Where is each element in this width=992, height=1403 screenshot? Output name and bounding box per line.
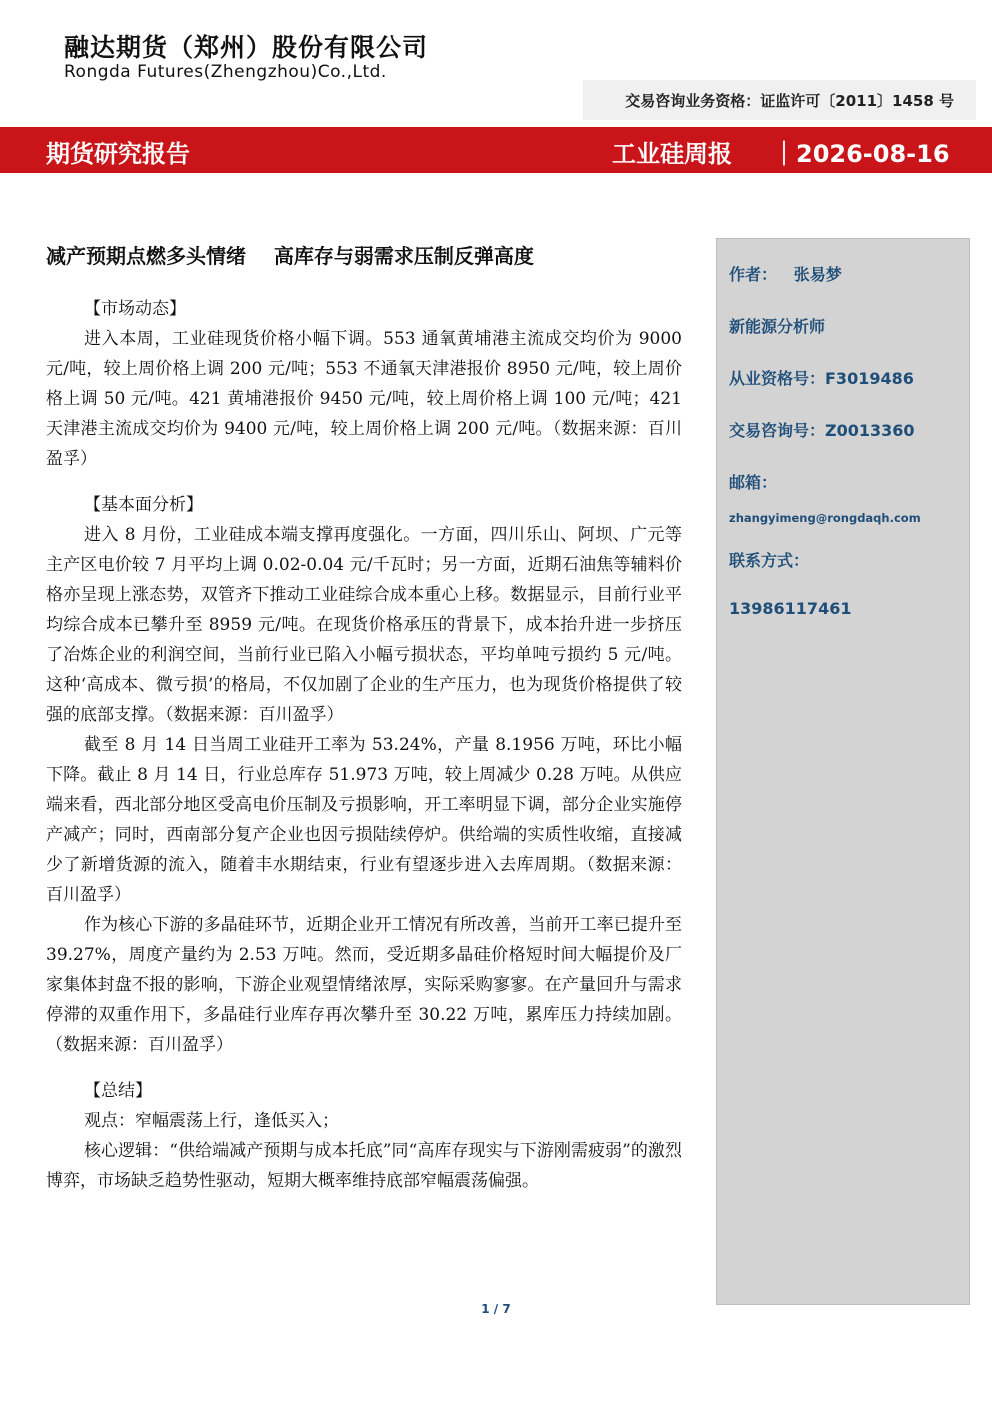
email-label: 邮箱： [729, 473, 778, 492]
section-heading-fundamentals: 【基本面分析】 [84, 495, 203, 515]
author-name: 作者： 张易梦 [729, 265, 842, 284]
paragraph-view: 观点：窄幅震荡上行，逢低买入； [84, 1111, 339, 1131]
contact-label: 联系方式： [729, 551, 810, 570]
qualification-text: 交易咨询业务资格：证监许可〔2011〕1458 号 [625, 92, 954, 110]
section-heading-summary: 【总结】 [84, 1081, 152, 1101]
banner-report-type: 期货研究报告 [46, 140, 190, 168]
banner-report-date: ｜2026-08-16 [772, 140, 950, 168]
article-title: 减产预期点燃多头情绪 高库存与弱需求压制反弹高度 [46, 244, 534, 268]
license-number: 从业资格号：F3019486 [729, 369, 914, 388]
email-link[interactable]: zhangyimeng@rongdaqh.com [729, 511, 921, 525]
paragraph-demand: 作为核心下游的多晶硅环节，近期企业开工情况有所改善，当前开工率已提升至 39.27%，周度产量约为 2.53 万吨。然而，受近期多晶硅价格短时间大幅提价及厂家集体封盘不报的影响，下游企业观望情绪浓厚，实际采购寥寥。在产量回升与需求停滞的双重作用下，多晶硅行业库存再次攀升至 30.22 万吨，累库压力持续加剧。（数据来源：百川盈孚） [46, 915, 682, 1055]
paragraph-supply: 截至 8 月 14 日当周工业硅开工率为 53.24%，产量 8.1956 万吨，环比小幅下降。截止 8 月 14 日，行业总库存 51.973 万吨，较上周减少 0.28 万吨。从供应端来看，西北部分地区受高电价压制及亏损影响，开工率明显下调，部分企业实施停产减产；同时，西南部分复产企业也因亏损陆续停炉。供给端的实质性收缩，直接减少了新增货源的流入，随着丰水期结束，行业有望逐步进入去库周期。（数据来源：百川盈孚） [46, 735, 682, 905]
author-sidebar [716, 238, 970, 1305]
paragraph-logic: 核心逻辑：“供给端减产预期与成本托底”同“高库存现实与下游刚需疲弱”的激烈博弈，市场缺乏趋势性驱动，短期大概率维持底部窄幅震荡偏强。 [46, 1141, 682, 1191]
banner-report-name: 工业硅周报 [612, 140, 732, 168]
article-body [46, 294, 682, 1196]
consult-number: 交易咨询号：Z0013360 [729, 421, 915, 440]
paragraph-market: 进入本周，工业硅现货价格小幅下调。553 通氧黄埔港主流成交均价为 9000 元/吨，较上周价格上调 200 元/吨；553 不通氧天津港报价 8950 元/吨，较上周价格上调 50 元/吨。421 黄埔港报价 9450 元/吨，较上周价格上调 100 元/吨；421 天津港主流成交均价为 9400 元/吨，较上周价格上调 200 元/吨。（数据来源：百川盈孚） [46, 329, 682, 469]
page-number: 1 / 7 [481, 1302, 511, 1316]
company-name-en: Rongda Futures(Zhengzhou)Co.,Ltd. [64, 62, 387, 82]
author-role: 新能源分析师 [729, 317, 826, 336]
company-name-cn: 融达期货（郑州）股份有限公司 [64, 33, 429, 62]
paragraph-cost: 进入 8 月份，工业硅成本端支撑再度强化。一方面，四川乐山、阿坝、广元等主产区电价较 7 月平均上调 0.02-0.04 元/千瓦时；另一方面，近期石油焦等辅料价格亦呈现上涨态势，双管齐下推动工业硅综合成本重心上移。数据显示，目前行业平均综合成本已攀升至 8959 元/吨。在现货价格承压的背景下，成本抬升进一步挤压了冶炼企业的利润空间，当前行业已陷入小幅亏损状态，平均单吨亏损约 5 元/吨。这种‘高成本、微亏损’的格局，不仅加剧了企业的生产压力，也为现货价格提供了较强的底部支撑。（数据来源：百川盈孚） [46, 525, 682, 725]
phone-number: 13986117461 [729, 599, 852, 618]
section-heading-market: 【市场动态】 [84, 299, 186, 319]
